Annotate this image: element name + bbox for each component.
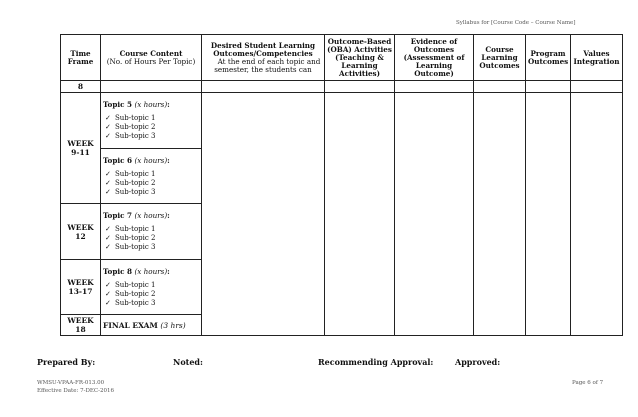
page-number: Page 6 of 7 [572,380,604,386]
prepared-by-label: Prepared By: [37,357,96,367]
list-item: ✓ Sub-topic 1 [105,225,156,233]
list-item: ✓ Sub-topic 3 [105,243,156,251]
syllabus-table [60,34,623,336]
col-time-frame: Time Frame [61,35,101,81]
table-row [61,93,623,149]
list-item: ✓ Sub-topic 2 [105,289,156,298]
list-item: ✓ Sub-topic 1 [105,169,156,178]
list-item: ✓ Sub-topic 2 [105,234,156,242]
noted-label: Noted: [173,357,203,367]
check-icon: ✓ [105,123,111,131]
check-icon: ✓ [105,187,111,196]
effective-date: Effective Date: 7-DEC-2016 [37,388,114,394]
final-exam-cell: FINAL EXAM (3 hrs) [101,315,202,336]
week-cell: WEEK 9-11 [61,93,101,204]
check-icon: ✓ [105,169,111,178]
approved-label: Approved: [455,357,501,367]
col-desired-outcomes: Desired Student Learning Outcomes/Competencies At the end of each topic and semester, the students can [202,35,325,81]
list-item: ✓ Sub-topic 3 [105,187,156,196]
week-cell: 8 [61,81,101,93]
list-item: ✓ Sub-topic 2 [105,123,156,131]
check-icon: ✓ [105,234,111,242]
col-oba-activities: Outcome-Based (OBA) Activities (Teaching & Learning Activities) [325,35,395,81]
check-icon: ✓ [105,280,111,289]
week-cell: WEEK 18 [61,315,101,336]
list-item: ✓ Sub-topic 2 [105,178,156,187]
header-row [61,35,623,81]
topic-cell: Topic 5 (x hours): ✓ Sub-topic 1 ✓ Sub-topic 2 ✓ Sub-topic 3 [101,93,202,149]
table-row [61,81,623,93]
check-icon: ✓ [105,225,111,233]
week-cell: WEEK 12 [61,204,101,260]
check-icon: ✓ [105,114,111,122]
col-evidence-outcomes: Evidence of Outcomes (Assessment of Learning Outcome) [395,35,474,81]
col-course-content: Course Content (No. of Hours Per Topic) [101,35,202,81]
topic-cell: Topic 7 (x hours): ✓ Sub-topic 1 ✓ Sub-topic 2 ✓ Sub-topic 3 [101,204,202,260]
check-icon: ✓ [105,132,111,140]
check-icon: ✓ [105,298,111,307]
list-item: ✓ Sub-topic 3 [105,298,156,307]
col-values-integration: Values Integration [571,35,623,81]
week-cell: WEEK 13-17 [61,260,101,315]
topic-cell: Topic 6 (x hours): ✓ Sub-topic 1 ✓ Sub-topic 2 ✓ Sub-topic 3 [101,149,202,204]
syllabus-header: Syllabus for [Course Code – Course Name] [456,20,576,26]
col-program-outcomes: Program Outcomes [526,35,571,81]
check-icon: ✓ [105,178,111,187]
list-item: ✓ Sub-topic 1 [105,114,156,122]
list-item: ✓ Sub-topic 1 [105,280,156,289]
recommending-approval-label: Recommending Approval: [318,357,434,367]
check-icon: ✓ [105,243,111,251]
col-course-learning-outcomes: Course Learning Outcomes [474,35,526,81]
form-code: WMSU-VPAA-FR-013.00 [37,380,105,386]
topic-cell: Topic 8 (x hours): ✓ Sub-topic 1 ✓ Sub-topic 2 ✓ Sub-topic 3 [101,260,202,315]
check-icon: ✓ [105,289,111,298]
list-item: ✓ Sub-topic 3 [105,132,156,140]
